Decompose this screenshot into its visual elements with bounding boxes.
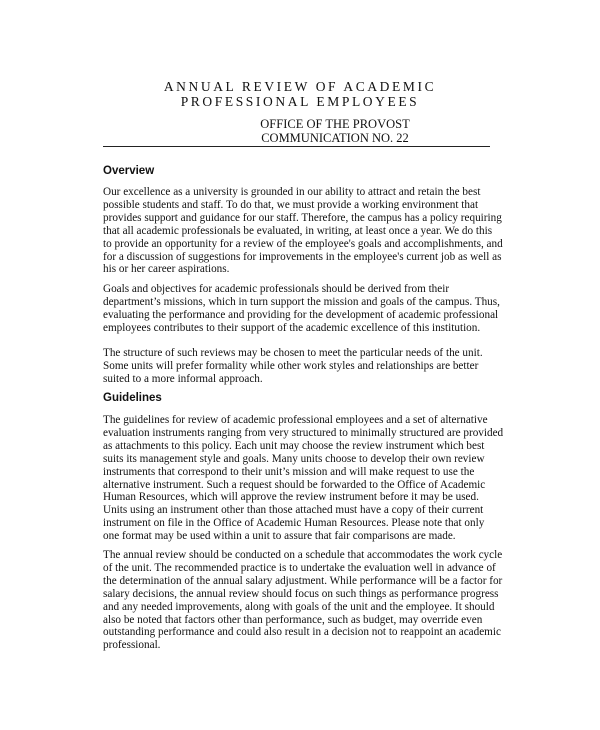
document-title-line-2: PROFESSIONAL EMPLOYEES bbox=[180, 94, 420, 109]
text-line: instrument on file in the Office of Academic Human Resources. Please note that only bbox=[103, 517, 485, 530]
text-line: the determination of the annual salary adjustment. While performance will be a factor for bbox=[103, 574, 503, 587]
header-divider bbox=[103, 146, 490, 147]
text-line: department’s missions, which in turn support the mission and goals of the campus. Thus, bbox=[103, 295, 500, 308]
text-line: and any needed improvements, along with goals of the unit and the employee. It should bbox=[103, 600, 495, 613]
text-line: Some units will prefer formality while other work styles and relationships are better bbox=[103, 359, 479, 372]
overview-paragraph-1 bbox=[103, 186, 503, 276]
communication-number: COMMUNICATION NO. 22 bbox=[261, 131, 409, 145]
overview-paragraph-3 bbox=[103, 347, 498, 386]
text-line: provides support and guidance for our staff. Therefore, the campus has a policy requiring bbox=[103, 211, 502, 224]
guidelines-paragraph-1 bbox=[103, 414, 504, 543]
text-line: as attachments to this policy. Each unit may choose the review instrument which best bbox=[103, 439, 485, 452]
text-line: The guidelines for review of academic professional employees and a set of alternative bbox=[103, 414, 488, 426]
text-line: professional. bbox=[103, 639, 161, 652]
text-line: The structure of such reviews may be chosen to meet the particular needs of the unit. bbox=[103, 347, 483, 359]
guidelines-heading: Guidelines bbox=[103, 392, 162, 404]
text-line: The annual review should be conducted on a schedule that accommodates the work cycle bbox=[103, 549, 503, 561]
text-line: instruments that correspond to their unit’s mission and will make request to use the bbox=[103, 465, 475, 478]
text-line: to provide an opportunity for a review of the employee's goals and accomplishments, and bbox=[103, 237, 503, 250]
text-line: possible students and staff. To do that, we must provide a working environment that bbox=[103, 198, 479, 211]
overview-paragraph-2 bbox=[103, 283, 498, 335]
text-line: Goals and objectives for academic professionals should be derived from their bbox=[103, 283, 450, 295]
text-line: evaluating the performance and providing for the development of academic professional bbox=[103, 308, 499, 321]
guidelines-paragraph-2 bbox=[103, 549, 503, 652]
text-line: his or her career aspirations. bbox=[103, 263, 230, 276]
overview-heading: Overview bbox=[103, 165, 155, 177]
text-line: employees contributes to their support of the academic excellence of this institution. bbox=[103, 321, 481, 334]
text-line: outstanding performance and could also result in a decision not to reappoint an academic bbox=[103, 626, 501, 639]
text-line: Our excellence as a university is grounded in our ability to attract and retain the best bbox=[103, 186, 481, 198]
office-name: OFFICE OF THE PROVOST bbox=[260, 117, 410, 131]
text-line: also be noted that factors other than performance, such as budget, may override even bbox=[103, 613, 483, 626]
text-line: suits its management style and goals. Many units choose to develop their own review bbox=[103, 452, 485, 465]
text-line: Human Resources, which will approve the review instrument before it may be used. bbox=[103, 491, 479, 504]
document-title-line-1: ANNUAL REVIEW OF ACADEMIC bbox=[163, 79, 437, 94]
text-line: that all academic professionals be evaluated, in writing, at least once a year. We do this bbox=[103, 224, 493, 237]
text-line: suited to a more informal approach. bbox=[103, 372, 263, 385]
text-line: salary decisions, the annual review should focus on such things as performance progress bbox=[103, 587, 499, 600]
text-line: one format may be used within a unit to assure that fair comparisons are made. bbox=[103, 530, 456, 543]
text-line: Units using an instrument other than those attached must have a copy of their current bbox=[103, 504, 484, 517]
text-line: of the unit. The recommended practice is to undertake the evaluation well in advance of bbox=[103, 561, 496, 574]
text-line: for a discussion of suggestions for improvements in the employee's current job as well as bbox=[103, 250, 502, 263]
text-line: evaluation instruments ranging from very structured to minimally structured are provided bbox=[103, 426, 504, 439]
text-line: alternative instrument. Such a request should be forwarded to the Office of Academic bbox=[103, 478, 486, 491]
